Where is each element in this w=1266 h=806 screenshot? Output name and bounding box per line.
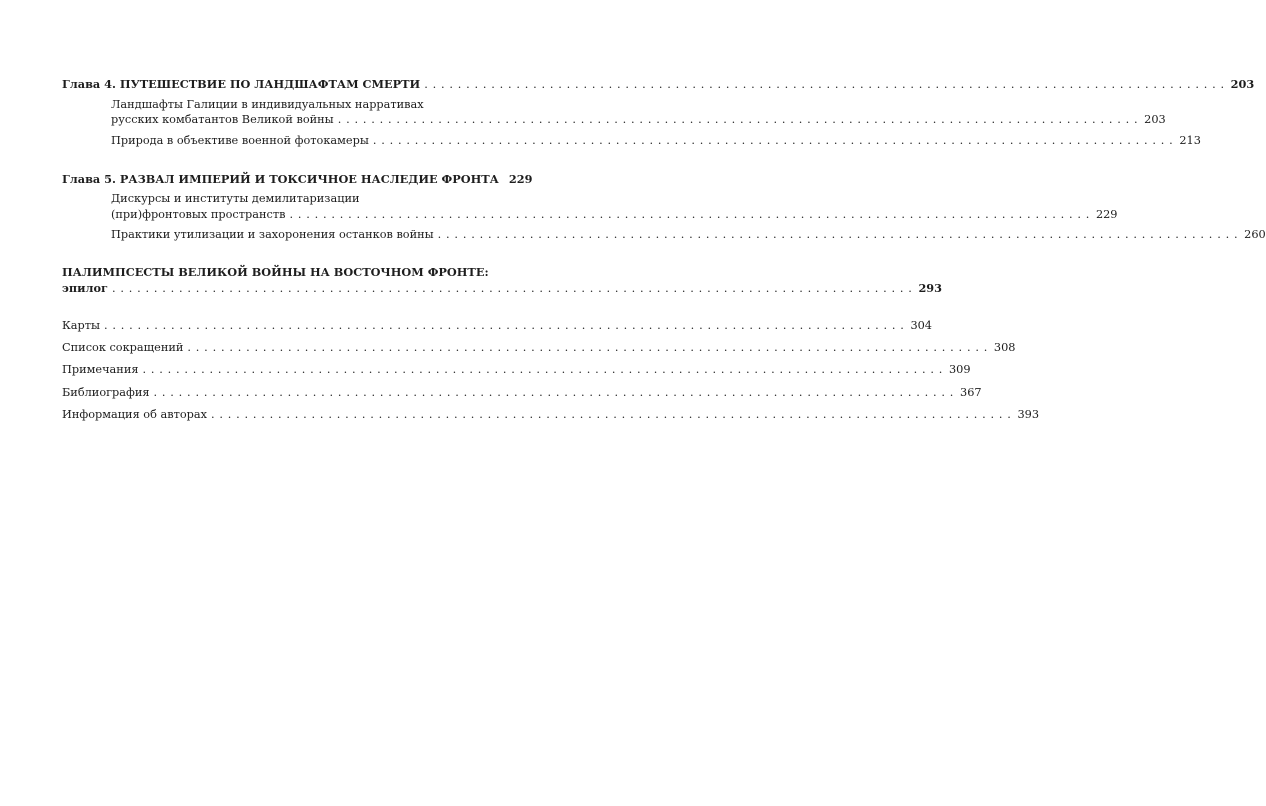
toc-appendix-page: 304 [910,319,932,332]
toc-section-4-1-line2: русских комбатантов Великой войны [111,113,334,126]
toc-section-5-2-page: 260 [1244,228,1266,241]
toc-section-4-1-page: 203 [1144,113,1166,126]
toc-appendix-page: 367 [960,386,982,399]
toc-appendix-notes [62,363,971,377]
leader-dots [154,386,954,400]
leader-dots [187,341,987,355]
toc-chapter-5-title: Глава 5. РАЗВАЛ ИМПЕРИЙ И ТОКСИЧНОЕ НАСЛЕДИЕ ФРОНТА [62,172,499,186]
toc-appendix-bibliography [62,386,982,400]
leader-dots [104,319,904,333]
toc-epilogue-line1: ПАЛИМПСЕСТЫ ВЕЛИКОЙ ВОЙНЫ НА ВОСТОЧНОМ ФРОНТЕ: [62,265,489,279]
toc-appendix-page: 308 [993,341,1016,354]
toc-appendix-maps [62,319,932,333]
toc-chapter-4-page: 203 [1230,77,1255,91]
toc-chapter-5 [62,172,533,187]
toc-chapter-5-page: 229 [508,172,533,186]
toc-section-4-1-line1: Ландшафты Галиции в индивидуальных нарративах [111,98,424,111]
toc-section-5-1-line1: Дискурсы и институты демилитаризации [111,192,360,205]
toc-appendix-label: Список сокращений [62,341,184,354]
leader-dots [424,78,1224,92]
toc-section-5-2-title: Практики утилизации и захоронения останков войны [111,228,434,241]
leader-dots [211,408,1011,422]
toc-appendix-label: Карты [62,319,100,332]
toc-section-5-1 [111,208,1118,222]
toc-section-4-2 [111,134,1201,148]
leader-dots [112,282,912,296]
toc-epilogue [62,281,943,296]
toc-appendix-label: Библиография [62,386,150,399]
toc-section-5-1-page: 229 [1095,208,1118,221]
toc-section-5-1-line2: (при)фронтовых пространств [111,208,286,221]
toc-section-5-2 [111,228,1266,242]
leader-dots [289,208,1089,222]
toc-appendix-abbreviations [62,341,1016,355]
leader-dots [438,228,1238,242]
leader-dots [373,134,1173,148]
toc-chapter-4-title: Глава 4. ПУТЕШЕСТВИЕ ПО ЛАНДШАФТАМ СМЕРТИ [62,77,421,91]
toc-section-4-2-page: 213 [1179,134,1201,147]
toc-epilogue-page: 293 [918,281,943,295]
toc-appendix-page: 309 [948,363,971,376]
leader-dots [338,113,1138,127]
toc-section-4-1 [111,113,1166,127]
toc-section-4-2-title: Природа в объективе военной фотокамеры [111,134,369,147]
toc-appendix-page: 393 [1017,408,1040,421]
toc-chapter-4 [62,77,1255,92]
leader-dots [142,363,942,377]
toc-epilogue-line2: эпилог [62,281,108,295]
toc-appendix-authors [62,408,1040,422]
toc-appendix-label: Информация об авторах [62,408,207,421]
toc-appendix-label: Примечания [62,363,139,376]
